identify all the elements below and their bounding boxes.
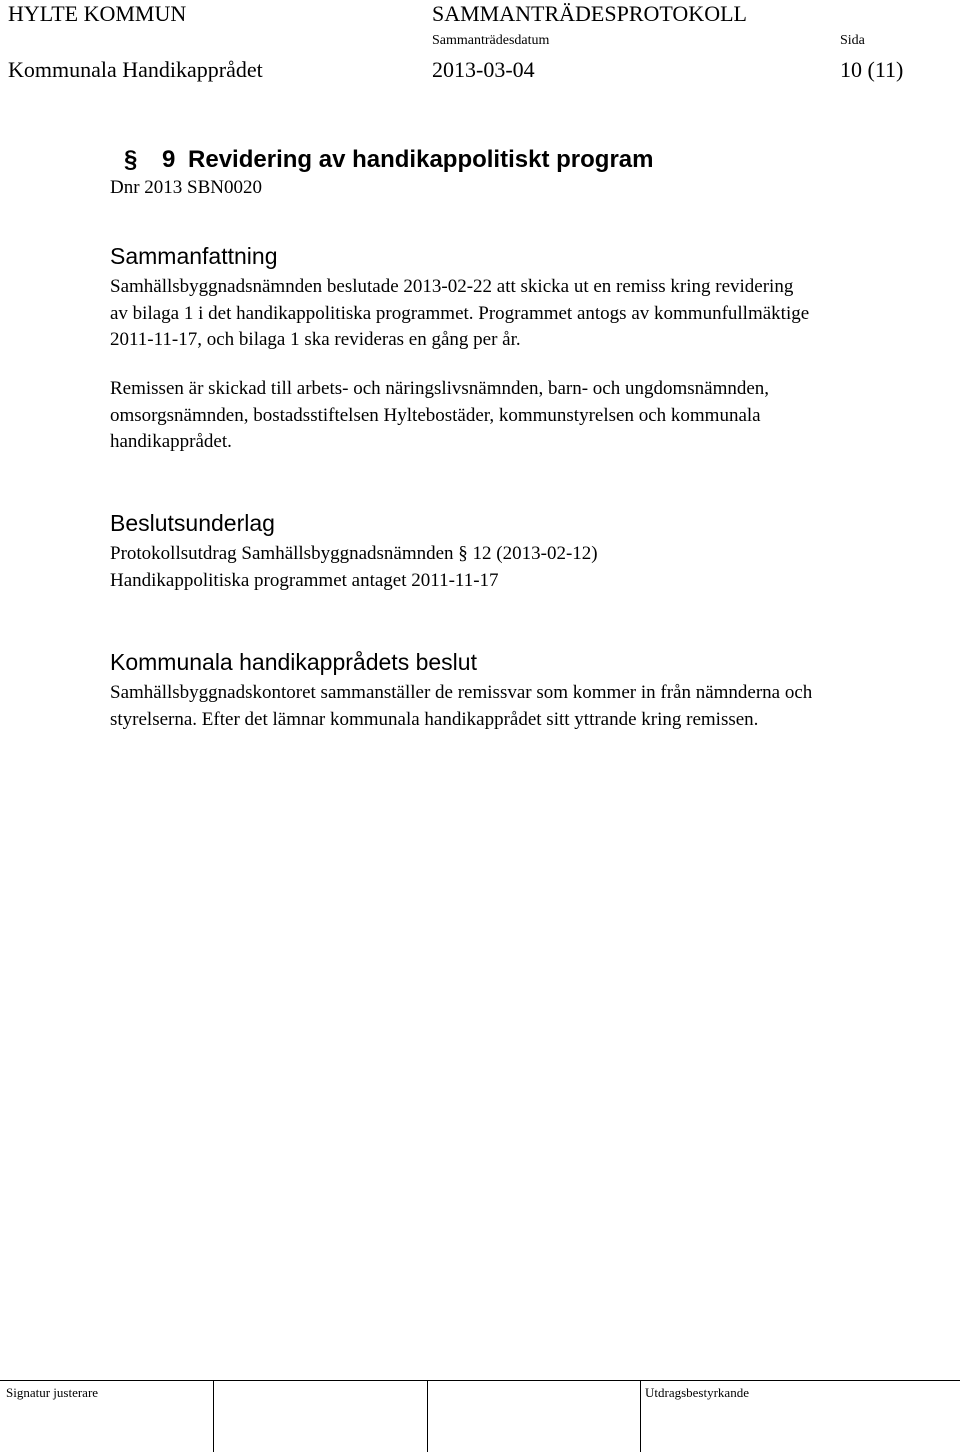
basis-heading: Beslutsunderlag	[110, 510, 275, 536]
text-line: av bilaga 1 i det handikappolitiska programmet. Programmet antogs av kommunfullmäktige	[110, 302, 810, 324]
basis-item: Protokollsutdrag Samhällsbyggnadsnämnden § 12 (2013-02-12)	[110, 543, 598, 564]
text-line: omsorgsnämnden, bostadsstiftelsen Hyltebostäder, kommunstyrelsen och kommunala	[110, 404, 761, 426]
text-line: Samhällsbyggnadsnämnden beslutade 2013-02-22 att skicka ut en remiss kring revidering	[110, 276, 794, 297]
signature-label: Signatur justerare	[6, 1385, 99, 1400]
meeting-date-label: Sammanträdesdatum	[432, 33, 550, 48]
text-line: styrelserna. Efter det lämnar kommunala handikapprådet sitt yttrande kring remissen.	[110, 708, 759, 730]
meeting-date: 2013-03-04	[432, 57, 535, 82]
summary-paragraph-2	[110, 376, 940, 456]
item-title	[124, 145, 653, 175]
text-line: Remissen är skickad till arbets- och näringslivsnämnden, barn- och ungdomsnämnden,	[110, 378, 770, 399]
basis-list	[110, 541, 940, 594]
signature-box[interactable]	[428, 1380, 639, 1452]
decision-text	[110, 680, 940, 733]
decision-heading: Kommunala handikapprådets beslut	[110, 649, 477, 675]
summary-paragraph-1	[110, 274, 940, 354]
document-type: SAMMANTRÄDESPROTOKOLL	[432, 1, 747, 26]
dnr: Dnr 2013 SBN0020	[110, 177, 263, 198]
extract-certification-label: Utdragsbestyrkande	[645, 1385, 749, 1400]
committee-name: Kommunala Handikapprådet	[8, 57, 263, 82]
page-label: Sida	[840, 33, 865, 48]
text-line: 2011-11-17, och bilaga 1 ska revideras en gång per år.	[110, 329, 521, 350]
page-number: 10 (11)	[840, 57, 904, 82]
item-title-text: Revidering av handikappolitiskt program	[188, 146, 654, 173]
signature-box[interactable]	[214, 1380, 426, 1452]
summary-heading: Sammanfattning	[110, 243, 278, 269]
basis-item: Handikappolitiska programmet antaget 2011-11-17	[110, 569, 499, 591]
text-line: handikapprådet.	[110, 431, 232, 452]
section-symbol: §	[124, 146, 138, 173]
text-line: Samhällsbyggnadskontoret sammanställer de remissvar som kommer in från nämnderna och	[110, 682, 813, 703]
item-number: 9	[162, 146, 176, 173]
organization-name: HYLTE KOMMUN	[8, 1, 187, 26]
